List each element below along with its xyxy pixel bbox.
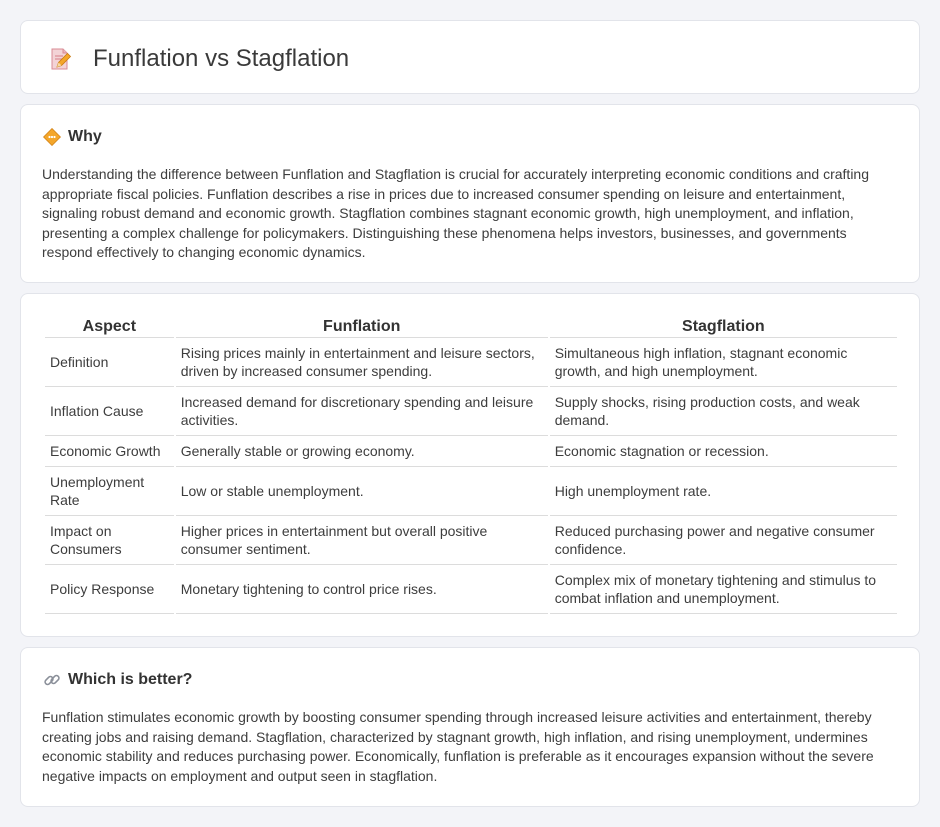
funflation-cell: Monetary tightening to control price rises. (176, 565, 548, 614)
why-section (20, 104, 920, 283)
stagflation-cell: Economic stagnation or recession. (550, 436, 897, 467)
row-label: Unemployment Rate (45, 467, 174, 516)
page-title: Funflation vs Stagflation (93, 45, 350, 72)
diamond-warning-icon (43, 128, 61, 146)
better-header (43, 670, 192, 690)
funflation-cell: Low or stable unemployment. (176, 467, 548, 516)
why-header (43, 127, 102, 147)
column-header-stagflation: Stagflation (550, 316, 897, 338)
table-row (45, 387, 897, 436)
link-icon (43, 671, 61, 689)
table-row (45, 436, 897, 467)
comparison-section (20, 293, 920, 637)
stagflation-cell: Supply shocks, rising production costs, and weak demand. (550, 387, 897, 436)
row-label: Impact on Consumers (45, 516, 174, 565)
column-header-aspect: Aspect (45, 316, 174, 338)
comparison-table (43, 316, 899, 614)
funflation-cell: Rising prices mainly in entertainment and leisure sectors, driven by increased consumer spending. (176, 338, 548, 387)
row-label: Inflation Cause (45, 387, 174, 436)
better-heading: Which is better? (68, 671, 193, 688)
document-pencil-icon (48, 47, 72, 71)
column-header-funflation: Funflation (176, 316, 548, 338)
why-heading: Why (68, 128, 102, 145)
funflation-cell: Higher prices in entertainment but overall positive consumer sentiment. (176, 516, 548, 565)
table-row (45, 338, 897, 387)
funflation-cell: Increased demand for discretionary spending and leisure activities. (176, 387, 548, 436)
table-row (45, 565, 897, 614)
row-label: Definition (45, 338, 174, 387)
stagflation-cell: Simultaneous high inflation, stagnant economic growth, and high unemployment. (550, 338, 897, 387)
which-is-better-section (20, 647, 920, 807)
stagflation-cell: Complex mix of monetary tightening and stimulus to combat inflation and unemployment. (550, 565, 897, 614)
stagflation-cell: Reduced purchasing power and negative consumer confidence. (550, 516, 897, 565)
row-label: Policy Response (45, 565, 174, 614)
table-header-row (45, 316, 897, 338)
row-label: Economic Growth (45, 436, 174, 467)
funflation-cell: Generally stable or growing economy. (176, 436, 548, 467)
better-text: Funflation stimulates economic growth by boosting consumer spending through increased leisure activities and entertainment, thereby creating jobs and raising demand. Stagflation, characterized by stagnant growth, high inflation, and rising unemployment, undermines economic stability and reduces purchasing power. Economically, funflation is preferable as it encourages expansion without the severe negative impacts on employment and output seen in stagflation. (42, 709, 874, 784)
table-row (45, 516, 897, 565)
stagflation-cell: High unemployment rate. (550, 467, 897, 516)
table-row (45, 467, 897, 516)
why-text: Understanding the difference between Funflation and Stagflation is crucial for accurately interpreting economic conditions and crafting appropriate fiscal policies. Funflation describes a rise in prices due to increased consumer spending on leisure and entertainment, signaling robust demand and economic growth. Stagflation combines stagnant economic growth, high unemployment, and inflation, presenting a complex challenge for policymakers. Distinguishing these phenomena helps investors, businesses, and governments respond effectively to changing economic dynamics. (42, 166, 870, 261)
title-card (20, 20, 920, 94)
